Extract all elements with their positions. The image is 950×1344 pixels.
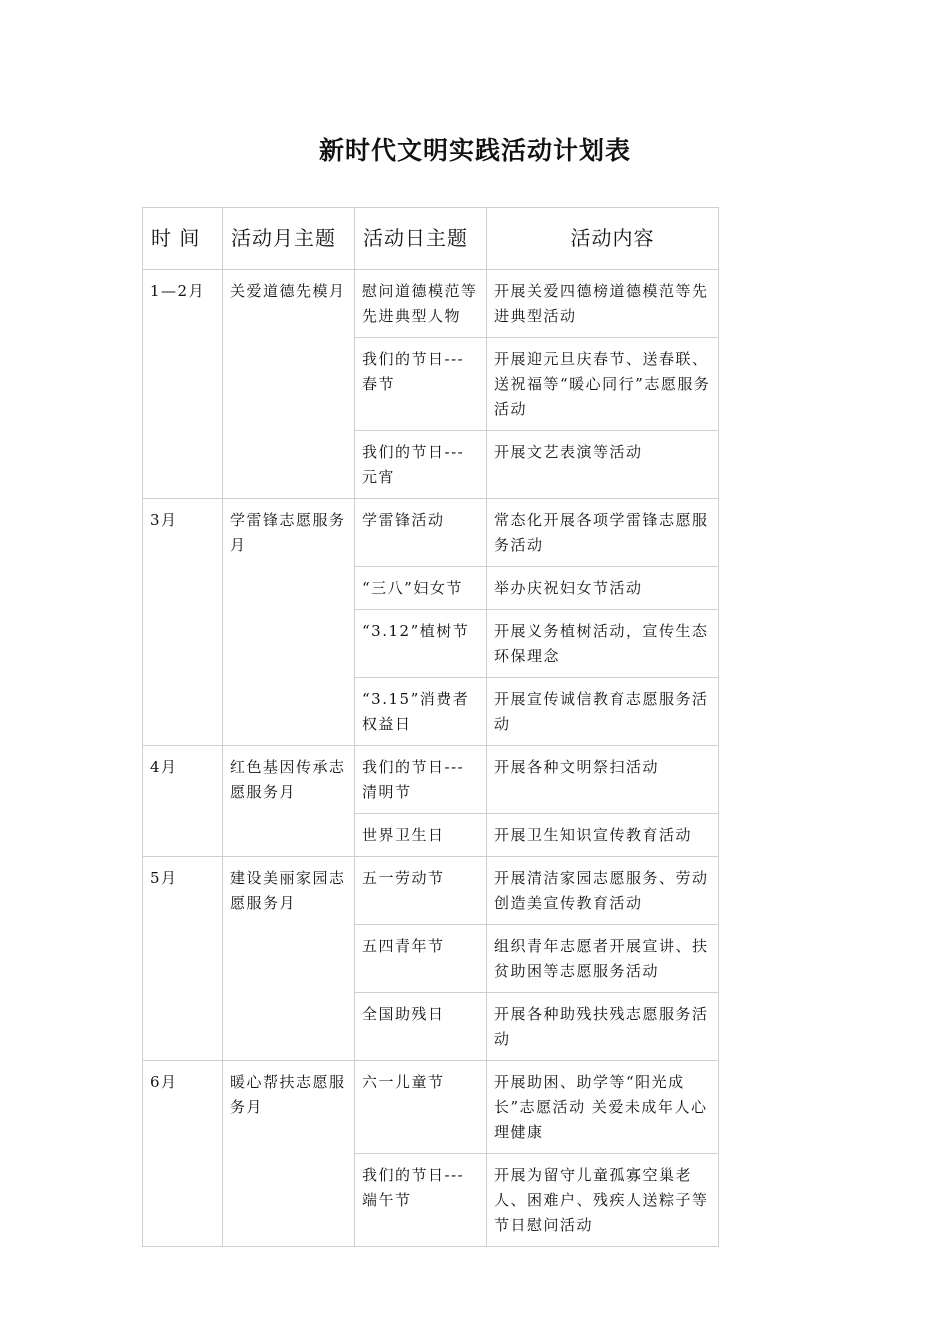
day-theme-cell: 世界卫生日 [355,814,487,857]
day-theme-cell: 我们的节日---清明节 [355,746,487,814]
activity-plan-table [142,207,719,1247]
content-cell: 开展宣传诚信教育志愿服务活动 [487,678,719,746]
table-row [143,1061,719,1154]
day-theme-cell: 我们的节日---端午节 [355,1154,487,1247]
day-theme-cell: 六一儿童节 [355,1061,487,1154]
content-cell: 开展文艺表演等活动 [487,431,719,499]
month-time-cell: 5月 [143,857,223,1061]
content-cell: 开展各种文明祭扫活动 [487,746,719,814]
month-time-cell: 6月 [143,1061,223,1247]
content-cell: 组织青年志愿者开展宣讲、扶贫助困等志愿服务活动 [487,925,719,993]
day-theme-cell: 五一劳动节 [355,857,487,925]
month-theme-cell: 建设美丽家园志愿服务月 [223,857,355,1061]
content-cell: 开展义务植树活动，宣传生态环保理念 [487,610,719,678]
content-cell: 举办庆祝妇女节活动 [487,567,719,610]
table-row [143,270,719,338]
header-month-theme: 活动月主题 [223,208,355,270]
content-cell: 开展清洁家园志愿服务、劳动创造美宣传教育活动 [487,857,719,925]
content-cell: 开展卫生知识宣传教育活动 [487,814,719,857]
day-theme-cell: 学雷锋活动 [355,499,487,567]
day-theme-cell: “3.12”植树节 [355,610,487,678]
month-theme-cell: 关爱道德先模月 [223,270,355,499]
content-cell: 开展为留守儿童孤寡空巢老人、困难户、残疾人送粽子等节日慰问活动 [487,1154,719,1247]
content-cell: 常态化开展各项学雷锋志愿服务活动 [487,499,719,567]
month-theme-cell: 学雷锋志愿服务月 [223,499,355,746]
table-row [143,499,719,567]
content-cell: 开展迎元旦庆春节、送春联、送祝福等“暖心同行”志愿服务活动 [487,338,719,431]
header-day-theme: 活动日主题 [355,208,487,270]
header-content: 活动内容 [487,208,719,270]
day-theme-cell: “3.15”消费者权益日 [355,678,487,746]
table-header-row [143,208,719,270]
day-theme-cell: 我们的节日---元宵 [355,431,487,499]
month-time-cell: 1—2月 [143,270,223,499]
header-time: 时 间 [143,208,223,270]
day-theme-cell: 我们的节日---春节 [355,338,487,431]
table-row [143,746,719,814]
content-cell: 开展各种助残扶残志愿服务活动 [487,993,719,1061]
month-time-cell: 3月 [143,499,223,746]
day-theme-cell: 全国助残日 [355,993,487,1061]
page-title: 新时代文明实践活动计划表 [318,136,631,165]
day-theme-cell: 五四青年节 [355,925,487,993]
table-row [143,857,719,925]
month-time-cell: 4月 [143,746,223,857]
content-cell: 开展关爱四德榜道德模范等先进典型活动 [487,270,719,338]
month-theme-cell: 暖心帮扶志愿服务月 [223,1061,355,1247]
day-theme-cell: “三八”妇女节 [355,567,487,610]
month-theme-cell: 红色基因传承志愿服务月 [223,746,355,857]
content-cell: 开展助困、助学等“阳光成长”志愿活动 关爱未成年人心理健康 [487,1061,719,1154]
day-theme-cell: 慰问道德模范等先进典型人物 [355,270,487,338]
